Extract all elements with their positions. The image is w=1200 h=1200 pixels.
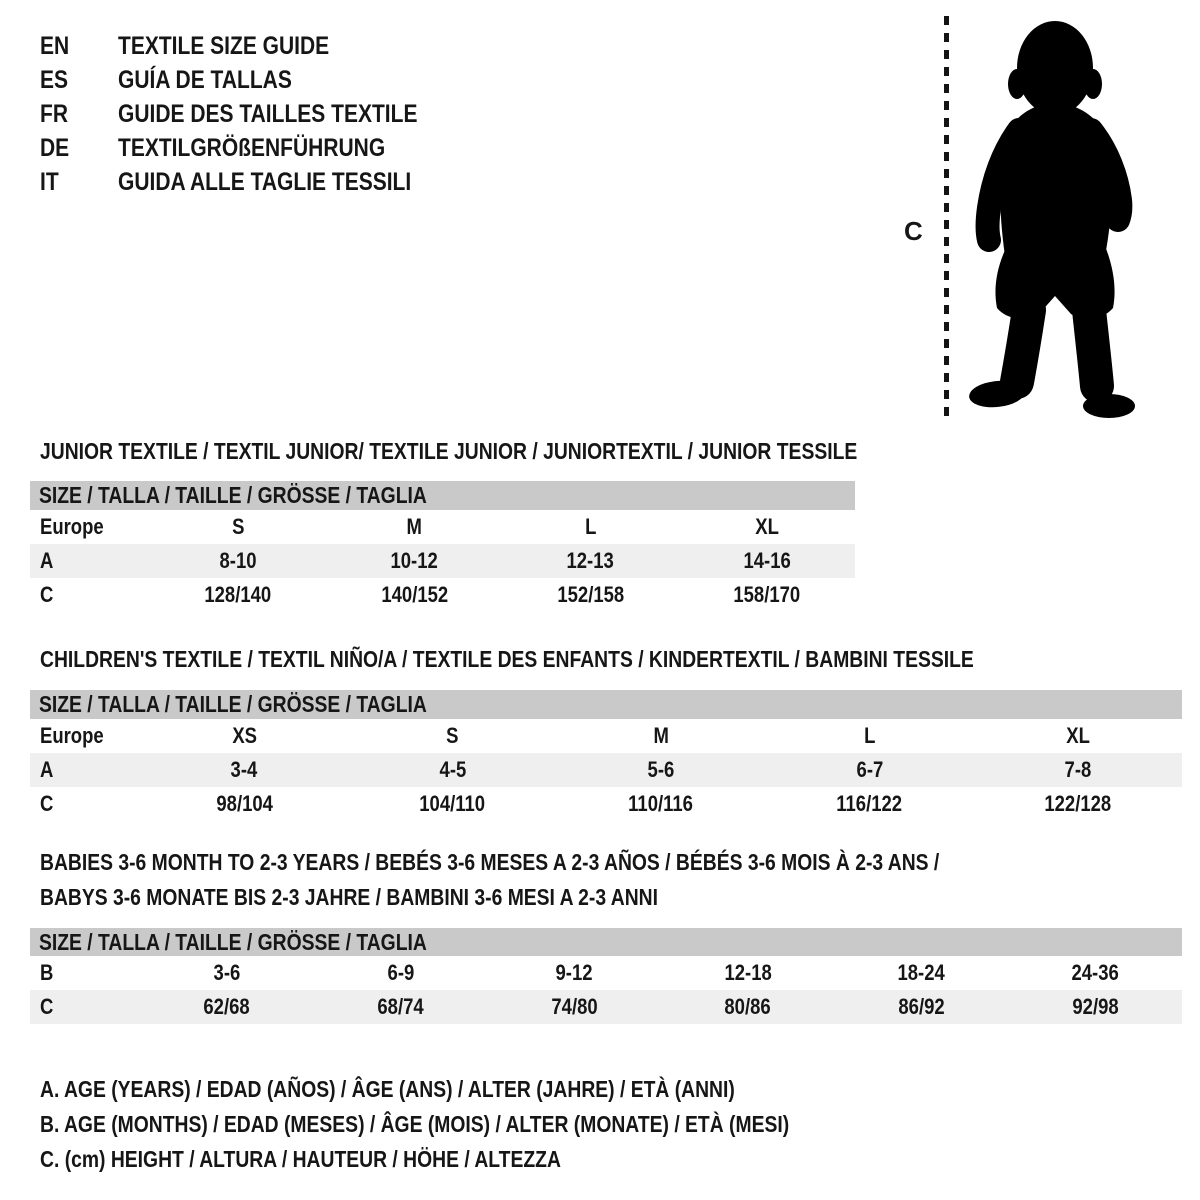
legend-text: B. AGE (MONTHS) / EDAD (MESES) / ÂGE (MOIS) / ALTER (MONATE) / ETÀ (MESI) [40,1111,790,1137]
cell-text: B [40,960,54,985]
cell-text: 6-9 [387,960,414,985]
table-row-height [30,787,1182,821]
language-title: GUIDE DES TAILLES TEXTILE [118,100,418,128]
table-cell [503,582,679,608]
language-row-de [40,136,475,161]
table-cell [326,548,502,574]
cell-text: 68/74 [377,994,424,1019]
cell-text: 140/152 [380,582,448,607]
size-header-text: SIZE / TALLA / TAILLE / GRÖSSE / TAGLIA [39,691,427,717]
language-title: GUÍA DE TALLAS [118,66,292,94]
cell-text: 158/170 [733,582,801,607]
junior-size-table [30,481,855,612]
table-cell [487,994,661,1020]
cell-text: 3-6 [213,960,241,985]
cell-text: 18-24 [897,960,946,985]
table-cell [1008,994,1182,1020]
language-code-text: FR [40,100,68,128]
cell-text: 62/68 [203,994,250,1019]
row-label-cell [30,960,140,986]
table-cell [974,757,1182,783]
cell-text: 128/140 [204,582,272,607]
cell-text: C [40,582,54,607]
cell-text: M [653,723,669,748]
cell-text: 122/128 [1044,791,1112,816]
table-row-age [30,753,1182,787]
cell-text: A [40,548,54,573]
cell-text: 14-16 [743,548,791,573]
language-row-en [40,34,475,59]
cell-text: 92/98 [1072,994,1119,1019]
table-cell [503,514,679,540]
cell-text: XL [1066,723,1090,748]
cell-text: XL [755,514,779,539]
cell-text: 7-8 [1064,757,1092,782]
row-label-cell [30,582,150,608]
cell-text: Europe [40,723,104,748]
language-row-it [40,170,475,195]
row-label-cell [30,757,140,783]
table-cell [1008,960,1182,986]
table-cell [140,723,348,749]
table-cell [326,582,502,608]
table-cell [314,994,488,1020]
junior-section-title-text: JUNIOR TEXTILE / TEXTIL JUNIOR/ TEXTILE JUNIOR / JUNIORTEXTIL / JUNIOR TESSILE [40,438,858,464]
table-cell [348,791,556,817]
children-section-title [40,642,1152,677]
cell-text: 110/116 [628,791,694,816]
language-code [40,170,118,195]
language-code-text: DE [40,134,70,162]
table-cell [140,994,314,1020]
table-cell [557,757,765,783]
junior-section-title [40,434,1013,469]
cell-text: 9-12 [555,960,593,985]
legend-line-age-years [40,1072,932,1107]
row-label-cell [30,723,140,749]
table-cell [487,960,661,986]
table-row-europe [30,510,855,544]
row-label-cell [30,514,150,540]
legend [40,1072,932,1177]
language-list [40,34,475,195]
language-code [40,34,118,59]
table-row-europe [30,719,1182,753]
table-cell [974,791,1182,817]
cell-text: 80/86 [724,994,771,1019]
cell-text: L [863,723,876,748]
table-cell [661,994,835,1020]
language-title: TEXTILGRÖßENFÜHRUNG [118,134,386,162]
table-cell [348,757,556,783]
cell-text: C [40,994,54,1019]
silhouette-leg-right [1089,310,1097,386]
table-cell [140,791,348,817]
cell-text: 24-36 [1071,960,1119,985]
silhouette-leg-left [1017,310,1029,382]
row-label-cell [30,548,150,574]
babies-section-title-line1: BABIES 3-6 MONTH TO 2-3 YEARS / BEBÉS 3-6 MESES A 2-3 AÑOS / BÉBÉS 3-6 MOIS À 2-3 ANS / [40,849,940,875]
legend-line-age-months [40,1107,932,1142]
language-code [40,68,118,93]
cell-text: M [406,514,423,539]
language-title: TEXTILE SIZE GUIDE [118,32,330,60]
language-code-text: EN [40,32,70,60]
toddler-silhouette-icon [965,18,1137,418]
legend-line-height-cm [40,1142,932,1177]
cell-text: 3-4 [230,757,258,782]
cell-text: A [40,757,54,782]
silhouette-head [1017,21,1093,115]
size-header-text: SIZE / TALLA / TAILLE / GRÖSSE / TAGLIA [39,482,427,508]
table-cell [679,582,855,608]
table-cell [348,723,556,749]
table-cell [679,514,855,540]
cell-text: 5-6 [647,757,675,782]
cell-text: XS [231,723,257,748]
cell-text: 116/122 [836,791,903,816]
table-cell [150,514,326,540]
children-section-title-text: CHILDREN'S TEXTILE / TEXTIL NIÑO/A / TEXTILE DES ENFANTS / KINDERTEXTIL / BAMBINI TESSILE [40,646,974,672]
table-cell [765,791,973,817]
row-label-cell [30,791,140,817]
language-code-text: IT [40,168,59,196]
language-title: GUIDA ALLE TAGLIE TESSILI [118,168,412,196]
table-row-height [30,578,855,612]
cell-text: S [231,514,245,539]
cell-text: Europe [40,514,104,539]
table-cell [314,960,488,986]
table-cell [765,723,973,749]
table-cell [140,757,348,783]
cell-text: 10-12 [390,548,439,573]
cell-text: L [584,514,597,539]
babies-size-table [30,928,1182,1024]
table-row-age-months [30,956,1182,990]
language-row-es [40,68,475,93]
table-cell [974,723,1182,749]
table-cell [765,757,973,783]
cell-text: 12-13 [566,548,615,573]
size-header-bar [30,481,855,510]
cell-text: 12-18 [724,960,772,985]
table-cell [140,960,314,986]
children-size-table [30,690,1182,821]
row-label-cell [30,994,140,1020]
table-cell [661,960,835,986]
silhouette-ear-right [1084,69,1102,99]
legend-text: C. (cm) HEIGHT / ALTURA / HAUTEUR / HÖHE / ALTEZZA [40,1146,561,1172]
table-cell [150,548,326,574]
language-code-text: ES [40,66,69,94]
silhouette-foot-right [1083,394,1135,418]
silhouette-ear-left [1008,69,1026,99]
size-header-text: SIZE / TALLA / TAILLE / GRÖSSE / TAGLIA [39,928,427,955]
table-cell [679,548,855,574]
height-label: C [904,216,923,246]
table-row-height [30,990,1182,1024]
table-cell [835,960,1009,986]
cell-text: 104/110 [419,791,486,816]
cell-text: 4-5 [439,757,466,782]
table-cell [326,514,502,540]
cell-text: 152/158 [557,582,625,607]
legend-text: A. AGE (YEARS) / EDAD (AÑOS) / ÂGE (ANS) / ALTER (JAHRE) / ETÀ (ANNI) [40,1076,735,1102]
cell-text: C [40,791,54,816]
height-dotted-line [944,16,949,418]
table-cell [835,994,1009,1020]
table-cell [557,723,765,749]
table-row-age [30,544,855,578]
cell-text: 6-7 [856,757,883,782]
babies-section-title-line2: BABYS 3-6 MONATE BIS 2-3 JAHRE / BAMBINI 3-6 MESI A 2-3 ANNI [40,884,658,910]
cell-text: S [446,723,459,748]
cell-text: 74/80 [551,994,598,1019]
size-header-bar [30,690,1182,719]
table-cell [150,582,326,608]
size-header-bar [30,928,1182,956]
language-row-fr [40,102,475,127]
table-cell [557,791,765,817]
cell-text: 86/92 [898,994,945,1019]
language-code [40,136,118,161]
babies-section-title [40,845,1111,915]
table-cell [503,548,679,574]
language-code [40,102,118,127]
cell-text: 98/104 [215,791,273,816]
cell-text: 8-10 [219,548,257,573]
